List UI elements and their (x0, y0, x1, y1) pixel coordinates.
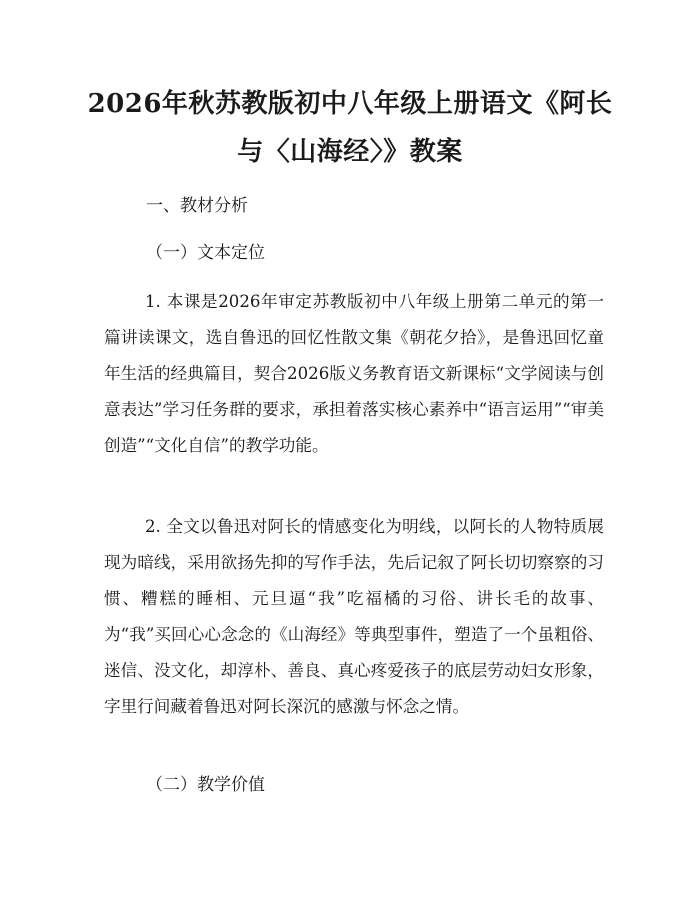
document-title-line-1: 2026年秋苏教版初中八年级上册语文《阿长 (87, 89, 613, 119)
paragraph-2: 2. 全文以鲁迅对阿长的情感变化为明线，以阿长的人物特质展现为暗线，采用欲扬先抑的写作手法，先后记叙了阿长切切察察的习惯、糟糕的睡相、元旦逼“我”吃福橘的习俗、讲长毛的故事、为“我”买回心心念念的《山海经》等典型事件，塑造了一个虽粗俗、迷信、没文化，却淳朴、善良、真心疼爱孩子的底层劳动妇女形象，字里行间藏着鲁迅对阿长深沉的感激与怀念之情。 (104, 517, 604, 716)
subsection-heading-teaching-value: （二）教学价值 (146, 775, 265, 795)
section-heading-textbook-analysis: 一、教材分析 (146, 196, 248, 216)
document-title-line-2: 与〈山海经〉》教案 (237, 137, 463, 167)
paragraph-1: 1. 本课是2026年审定苏教版初中八年级上册第二单元的第一篇讲读课文，选自鲁迅的回忆性散文集《朝花夕拾》，是鲁迅回忆童年生活的经典篇目，契合2026版义务教育语文新课标“文学阅读与创意表达”学习任务群的要求，承担着落实核心素养中“语言运用”“审美创造”“文化自信”的教学功能。 (104, 292, 604, 455)
subsection-heading-text-positioning: （一）文本定位 (146, 243, 265, 263)
